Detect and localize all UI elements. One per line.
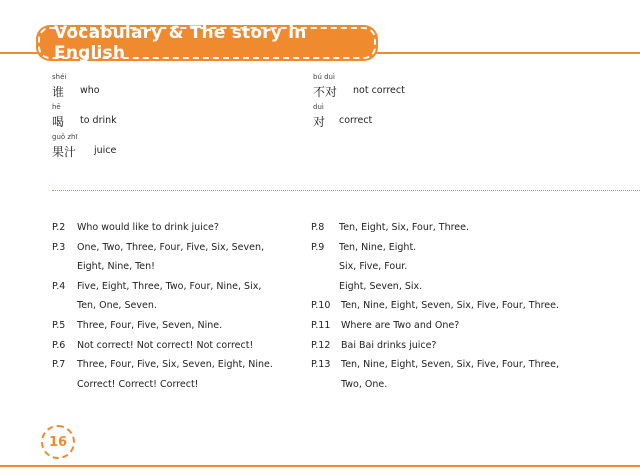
vocab-english: who	[80, 85, 100, 96]
vocab-pinyin: hē	[52, 103, 61, 111]
story-text: Not correct! Not correct! Not correct!	[77, 339, 254, 351]
vocab-hanzi: 谁	[52, 85, 65, 99]
story-text: Correct! Correct! Correct!	[77, 378, 199, 390]
story-text: Bai Bai drinks juice?	[341, 339, 437, 351]
page-title: Vocabulary & The story in English	[54, 23, 307, 63]
story-page-ref: P.6	[52, 339, 66, 351]
vocab-pinyin: shéi	[52, 73, 67, 81]
vocab-english: to drink	[80, 115, 117, 126]
story-page-ref: P.10	[311, 300, 331, 312]
vocab-hanzi: 对	[313, 115, 326, 129]
title-banner	[38, 23, 376, 63]
page-number	[41, 425, 75, 459]
vocab-english: not correct	[353, 85, 405, 96]
story-text: Three, Four, Five, Six, Seven, Eight, Nine.	[77, 359, 273, 371]
vocab-english: correct	[339, 115, 373, 126]
vocab-english: juice	[94, 145, 117, 156]
vocab-pinyin: duì	[313, 103, 324, 111]
footer-rule	[0, 465, 640, 467]
vocab-hanzi: 不对	[313, 85, 338, 99]
story-text: Ten, Nine, Eight, Seven, Six, Five, Four, Three,	[341, 359, 559, 371]
story-text: Ten, Nine, Eight, Seven, Six, Five, Four, Three.	[341, 300, 559, 312]
story-page-ref: P.9	[311, 241, 325, 253]
story-page-ref: P.11	[311, 319, 331, 331]
vocab-pinyin: bú duì	[313, 73, 335, 81]
story-page-ref: P.2	[52, 222, 66, 233]
story-text: Three, Four, Five, Seven, Nine.	[77, 319, 223, 331]
story-text: Ten, Eight, Six, Four, Three.	[339, 222, 470, 233]
page-number-text: 16	[48, 434, 68, 450]
story-text: Where are Two and One?	[341, 319, 460, 331]
story-text: Who would like to drink juice?	[77, 222, 219, 233]
story-page-ref: P.5	[52, 319, 66, 331]
story-page-ref: P.4	[52, 280, 66, 292]
story-text: Two, One.	[341, 378, 388, 390]
story-page-ref: P.8	[311, 222, 325, 233]
story-page-ref: P.7	[52, 359, 66, 371]
story-text: Ten, Nine, Eight.	[339, 241, 417, 253]
story-page-ref: P.3	[52, 241, 66, 253]
vocab-pinyin: guǒ zhī	[52, 133, 78, 141]
section-divider	[52, 190, 640, 191]
story-text: Ten, One, Seven.	[77, 300, 157, 312]
story-text: Eight, Seven, Six.	[339, 280, 423, 292]
story-page-ref: P.12	[311, 339, 331, 351]
vocab-hanzi: 果汁	[52, 145, 77, 159]
story-text: Eight, Nine, Ten!	[77, 261, 155, 273]
story-page-ref: P.13	[311, 359, 331, 371]
story-text: Five, Eight, Three, Two, Four, Nine, Six,	[77, 280, 262, 292]
story-text: One, Two, Three, Four, Five, Six, Seven,	[77, 241, 265, 253]
story-text: Six, Five, Four.	[339, 261, 408, 273]
vocab-hanzi: 喝	[52, 115, 65, 129]
